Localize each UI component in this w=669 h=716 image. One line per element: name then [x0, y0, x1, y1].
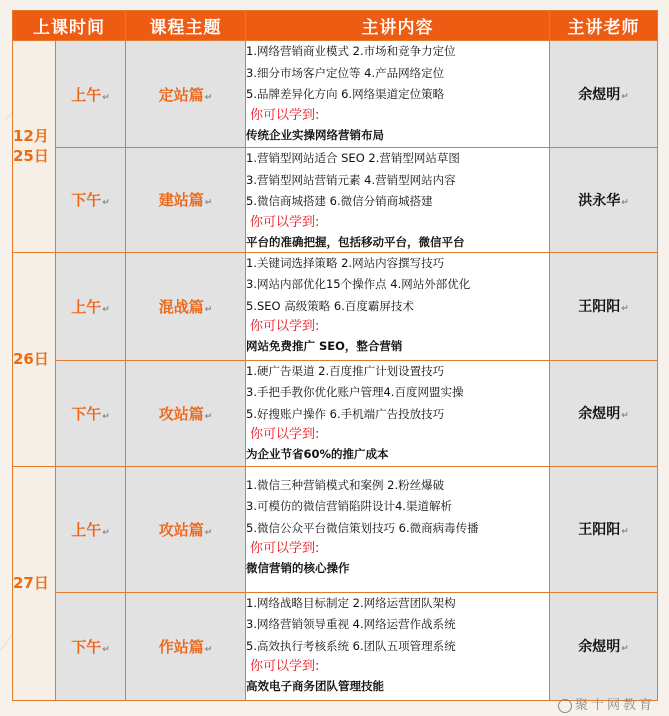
- summary-text: 传统企业实操网络营销布局: [246, 127, 384, 142]
- period-label: 下午: [71, 637, 102, 656]
- teacher-name: 洪永华: [578, 192, 621, 209]
- teacher-cell: [550, 148, 658, 253]
- paragraph-mark-icon: ↵: [621, 411, 629, 421]
- teacher-name: 余煜明: [578, 406, 621, 422]
- paragraph-mark-icon: ↵: [621, 197, 629, 208]
- content-line: 3.营销型网站营销元素 4.营销型网站内容: [246, 172, 456, 187]
- summary-text: 网站免费推广 SEO，整合营销: [246, 339, 403, 353]
- table-row: [13, 148, 658, 253]
- period-label: 上午: [71, 520, 102, 539]
- watermark-text: 聚十网教育: [574, 698, 655, 713]
- learn-label: 你可以学到:: [250, 214, 320, 230]
- table-header-row: [13, 11, 658, 41]
- content-line: 1.微信三种营销模式和案例 2.粉丝爆破: [246, 477, 445, 492]
- period-label: 下午: [71, 191, 102, 210]
- period-label: 上午: [71, 297, 102, 316]
- paragraph-mark-icon: ↵: [621, 644, 629, 654]
- paragraph-mark-icon: ↵: [102, 411, 110, 422]
- topic-cell: [126, 592, 246, 700]
- content-cell: [246, 148, 550, 253]
- content-line: 1.网络战略目标制定 2.网络运营团队架构: [246, 595, 456, 610]
- period-label: 下午: [71, 404, 102, 423]
- content-cell: [246, 360, 550, 466]
- paragraph-mark-icon: ↵: [621, 527, 629, 537]
- summary-text: 微信营销的核心操作: [246, 561, 350, 575]
- period-label: 上午: [71, 85, 102, 104]
- teacher-cell: [550, 41, 658, 148]
- header-time: 上课时间: [13, 11, 126, 41]
- content-cell: [246, 592, 550, 700]
- course-schedule-table: [12, 10, 658, 701]
- content-line: 5.高效执行考核系统 6.团队五项管理系统: [246, 638, 456, 653]
- header-content: 主讲内容: [246, 11, 550, 41]
- summary-text: 平台的准确把握，包括移动平台，微信平台: [246, 234, 465, 249]
- content-line: 3.网络营销领导重视 4.网络运营作战系统: [246, 617, 456, 631]
- date-cell-day2: [13, 252, 56, 466]
- period-cell: [56, 466, 126, 592]
- content-line: 1.硬广告渠道 2.百度推广计划设置技巧: [246, 363, 445, 378]
- teacher-name: 余煜明: [578, 639, 621, 655]
- content-line: 5.品牌差异化方向 6.网络渠道定位策略: [246, 87, 445, 101]
- summary-text: 高效电子商务团队管理技能: [246, 679, 384, 693]
- paragraph-mark-icon: ↵: [621, 304, 629, 314]
- topic-cell: [126, 252, 246, 360]
- paragraph-mark-icon: ↵: [204, 304, 213, 315]
- content-line: 5.SEO 高级策略 6.百度霸屏技术: [246, 298, 414, 313]
- table-row: [13, 41, 658, 148]
- content-line: 3.手把手教你优化账户管理4.百度网盟实操: [246, 385, 464, 399]
- teacher-cell: [550, 592, 658, 700]
- learn-label: 你可以学到:: [250, 107, 320, 123]
- date-cell-day3: [13, 466, 56, 700]
- teacher-name: 王阳阳: [578, 522, 621, 538]
- topic-label: 建站篇: [158, 191, 204, 210]
- content-line: 3.可模仿的微信营销陷阱设计4.渠道解析: [246, 499, 452, 513]
- paragraph-mark-icon: ↵: [204, 92, 213, 103]
- content-line: 3.细分市场客户定位等 4.产品网络定位: [246, 65, 445, 80]
- topic-label: 攻站篇: [158, 520, 204, 539]
- date-label: 12月 25日: [13, 127, 49, 166]
- header-theme: 课程主题: [126, 11, 246, 41]
- content-line: 1.关键词选择策略 2.网站内容撰写技巧: [246, 255, 445, 270]
- date-label: 26日: [13, 350, 49, 368]
- teacher-name: 余煜明: [578, 87, 621, 103]
- teacher-cell: [550, 466, 658, 592]
- learn-label: 你可以学到:: [250, 541, 320, 556]
- learn-label: 你可以学到:: [250, 427, 320, 442]
- table-row: [13, 252, 658, 360]
- learn-label: 你可以学到:: [250, 319, 320, 334]
- teacher-cell: [550, 360, 658, 466]
- topic-label: 攻站篇: [158, 404, 204, 423]
- content-cell: [246, 252, 550, 360]
- period-cell: [56, 148, 126, 253]
- period-cell: [56, 252, 126, 360]
- paragraph-mark-icon: ↵: [621, 92, 629, 102]
- paragraph-mark-icon: ↵: [204, 527, 213, 538]
- paragraph-mark-icon: ↵: [204, 198, 213, 209]
- period-cell: [56, 360, 126, 466]
- content-cell: [246, 466, 550, 592]
- learn-label: 你可以学到:: [250, 659, 320, 674]
- header-teacher: 主讲老师: [550, 11, 658, 41]
- paragraph-mark-icon: ↵: [204, 644, 213, 655]
- content-line: 1.营销型网站适合 SEO 2.营销型网站草图: [246, 151, 460, 165]
- period-cell: [56, 41, 126, 148]
- weibo-watermark: [558, 694, 655, 713]
- table-row: [13, 360, 658, 466]
- topic-cell: [126, 148, 246, 253]
- table-row: [13, 466, 658, 592]
- paragraph-mark-icon: ↵: [102, 92, 110, 103]
- paragraph-mark-icon: ↵: [102, 198, 110, 209]
- teacher-name: 王阳阳: [578, 299, 621, 315]
- paragraph-mark-icon: ↵: [102, 304, 110, 315]
- summary-text: 为企业节省60%的推广成本: [246, 447, 389, 461]
- content-line: 5.微信公众平台微信策划技巧 6.微商病毒传播: [246, 520, 479, 535]
- topic-label: 作站篇: [158, 637, 204, 656]
- paragraph-mark-icon: ↵: [102, 644, 110, 655]
- paragraph-mark-icon: ↵: [102, 527, 110, 538]
- content-line: 5.微信商城搭建 6.微信分销商城搭建: [246, 194, 433, 208]
- paragraph-mark-icon: ↵: [204, 411, 213, 422]
- teacher-cell: [550, 252, 658, 360]
- weibo-icon: [558, 699, 572, 713]
- content-line: 1.网络营销商业模式 2.市场和竞争力定位: [246, 44, 456, 58]
- period-cell: [56, 592, 126, 700]
- topic-cell: [126, 41, 246, 148]
- topic-cell: [126, 466, 246, 592]
- content-line: 3.网站内部优化15个操作点 4.网站外部优化: [246, 277, 471, 291]
- date-cell-day1: [13, 41, 56, 253]
- topic-label: 混战篇: [158, 297, 204, 316]
- topic-label: 定站篇: [158, 85, 204, 104]
- topic-cell: [126, 360, 246, 466]
- table-row: [13, 592, 658, 700]
- content-cell: [246, 41, 550, 148]
- content-line: 5.好搜账户操作 6.手机端广告投放技巧: [246, 406, 445, 421]
- date-label: 27日: [13, 574, 49, 592]
